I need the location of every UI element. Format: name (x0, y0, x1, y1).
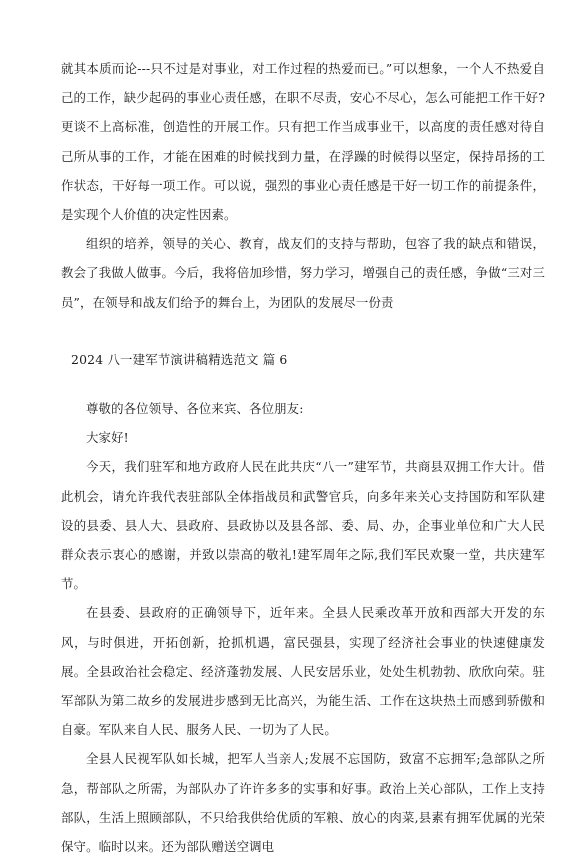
paragraph-gratitude: 组织的培养，领导的关心、教育，战友们的支持与帮助，包容了我的缺点和错误，教会了我做人做事。今后，我将倍加珍惜，努力学习，增强自己的责任感，争做“三对三员”，在领导和战友们给予的舞台上，为团队的发展尽一份责 (61, 236, 545, 310)
greeting: 大家好! (86, 430, 129, 446)
paragraph-county-development: 在县委、县政府的正确领导下，近年来。全县人民乘改革开放和西部大开发的东风，与时俱进，开拓创新，抢抓机遇，富民强县，实现了经济社会事业的快速健康发展。全县政治社会稳定、经济蓬勃发展、人民安居乐业，处处生机勃勃、欣欣向荣。驻军部队为第二故乡的发展进步感到无比高兴，为能生活、工作在这块热土而感到骄傲和自豪。军队来自人民、服务人民、一切为了人民。 (61, 605, 545, 738)
salutation: 尊敬的各位领导、各位来宾、各位朋友: (86, 401, 304, 417)
heading-spacer (61, 374, 545, 394)
document-page (61, 54, 545, 861)
paragraph-continued: 就其本质而论---只不过是对事业，对工作过程的热爱而已。”可以想象，一个人不热爱自己的工作，缺少起码的事业心责任感，在职不尽责，安心不尽心，怎么可能把工作干好?更谈不上高标准，创造性的开展工作。只有把工作当成事业干，以高度的责任感对待自己所从事的工作，才能在困难的时候找到力量，在浮躁的时候得以坚定，保持昂扬的工作状态，干好每一项工作。可以说，强烈的事业心责任感是干好一切工作的前提条件，是实现个人价值的决定性因素。 (61, 61, 545, 223)
section-spacer (61, 317, 545, 345)
paragraph-today: 今天，我们驻军和地方政府人民在此共庆“八一”建军节，共商县双拥工作大计。借此机会，请允许我代表驻部队全体指战员和武警官兵，向多年来关心支持国防和军队建设的县委、县人大、县政府、县政协以及县各部、委、局、办，企事业单位和广大人民群众表示衷心的感谢，并致以崇高的敬礼!建军周年之际,我们军民欢聚一堂，共庆建军节。 (61, 459, 545, 592)
section-heading: 2024 八一建军节演讲稿精选范文 篇 6 (71, 351, 288, 367)
paragraph-people-support: 全县人民视军队如长城，把军人当亲人;发展不忘国防，致富不忘拥军;急部队之所急，帮部队之所需，为部队办了许许多多的实事和好事。政治上关心部队，工作上支持部队，生活上照顾部队，不只给我供给优质的军粮、放心的肉菜,县素有拥军优属的光荣保守。临时以来。还为部队赠送空调电 (61, 751, 545, 855)
